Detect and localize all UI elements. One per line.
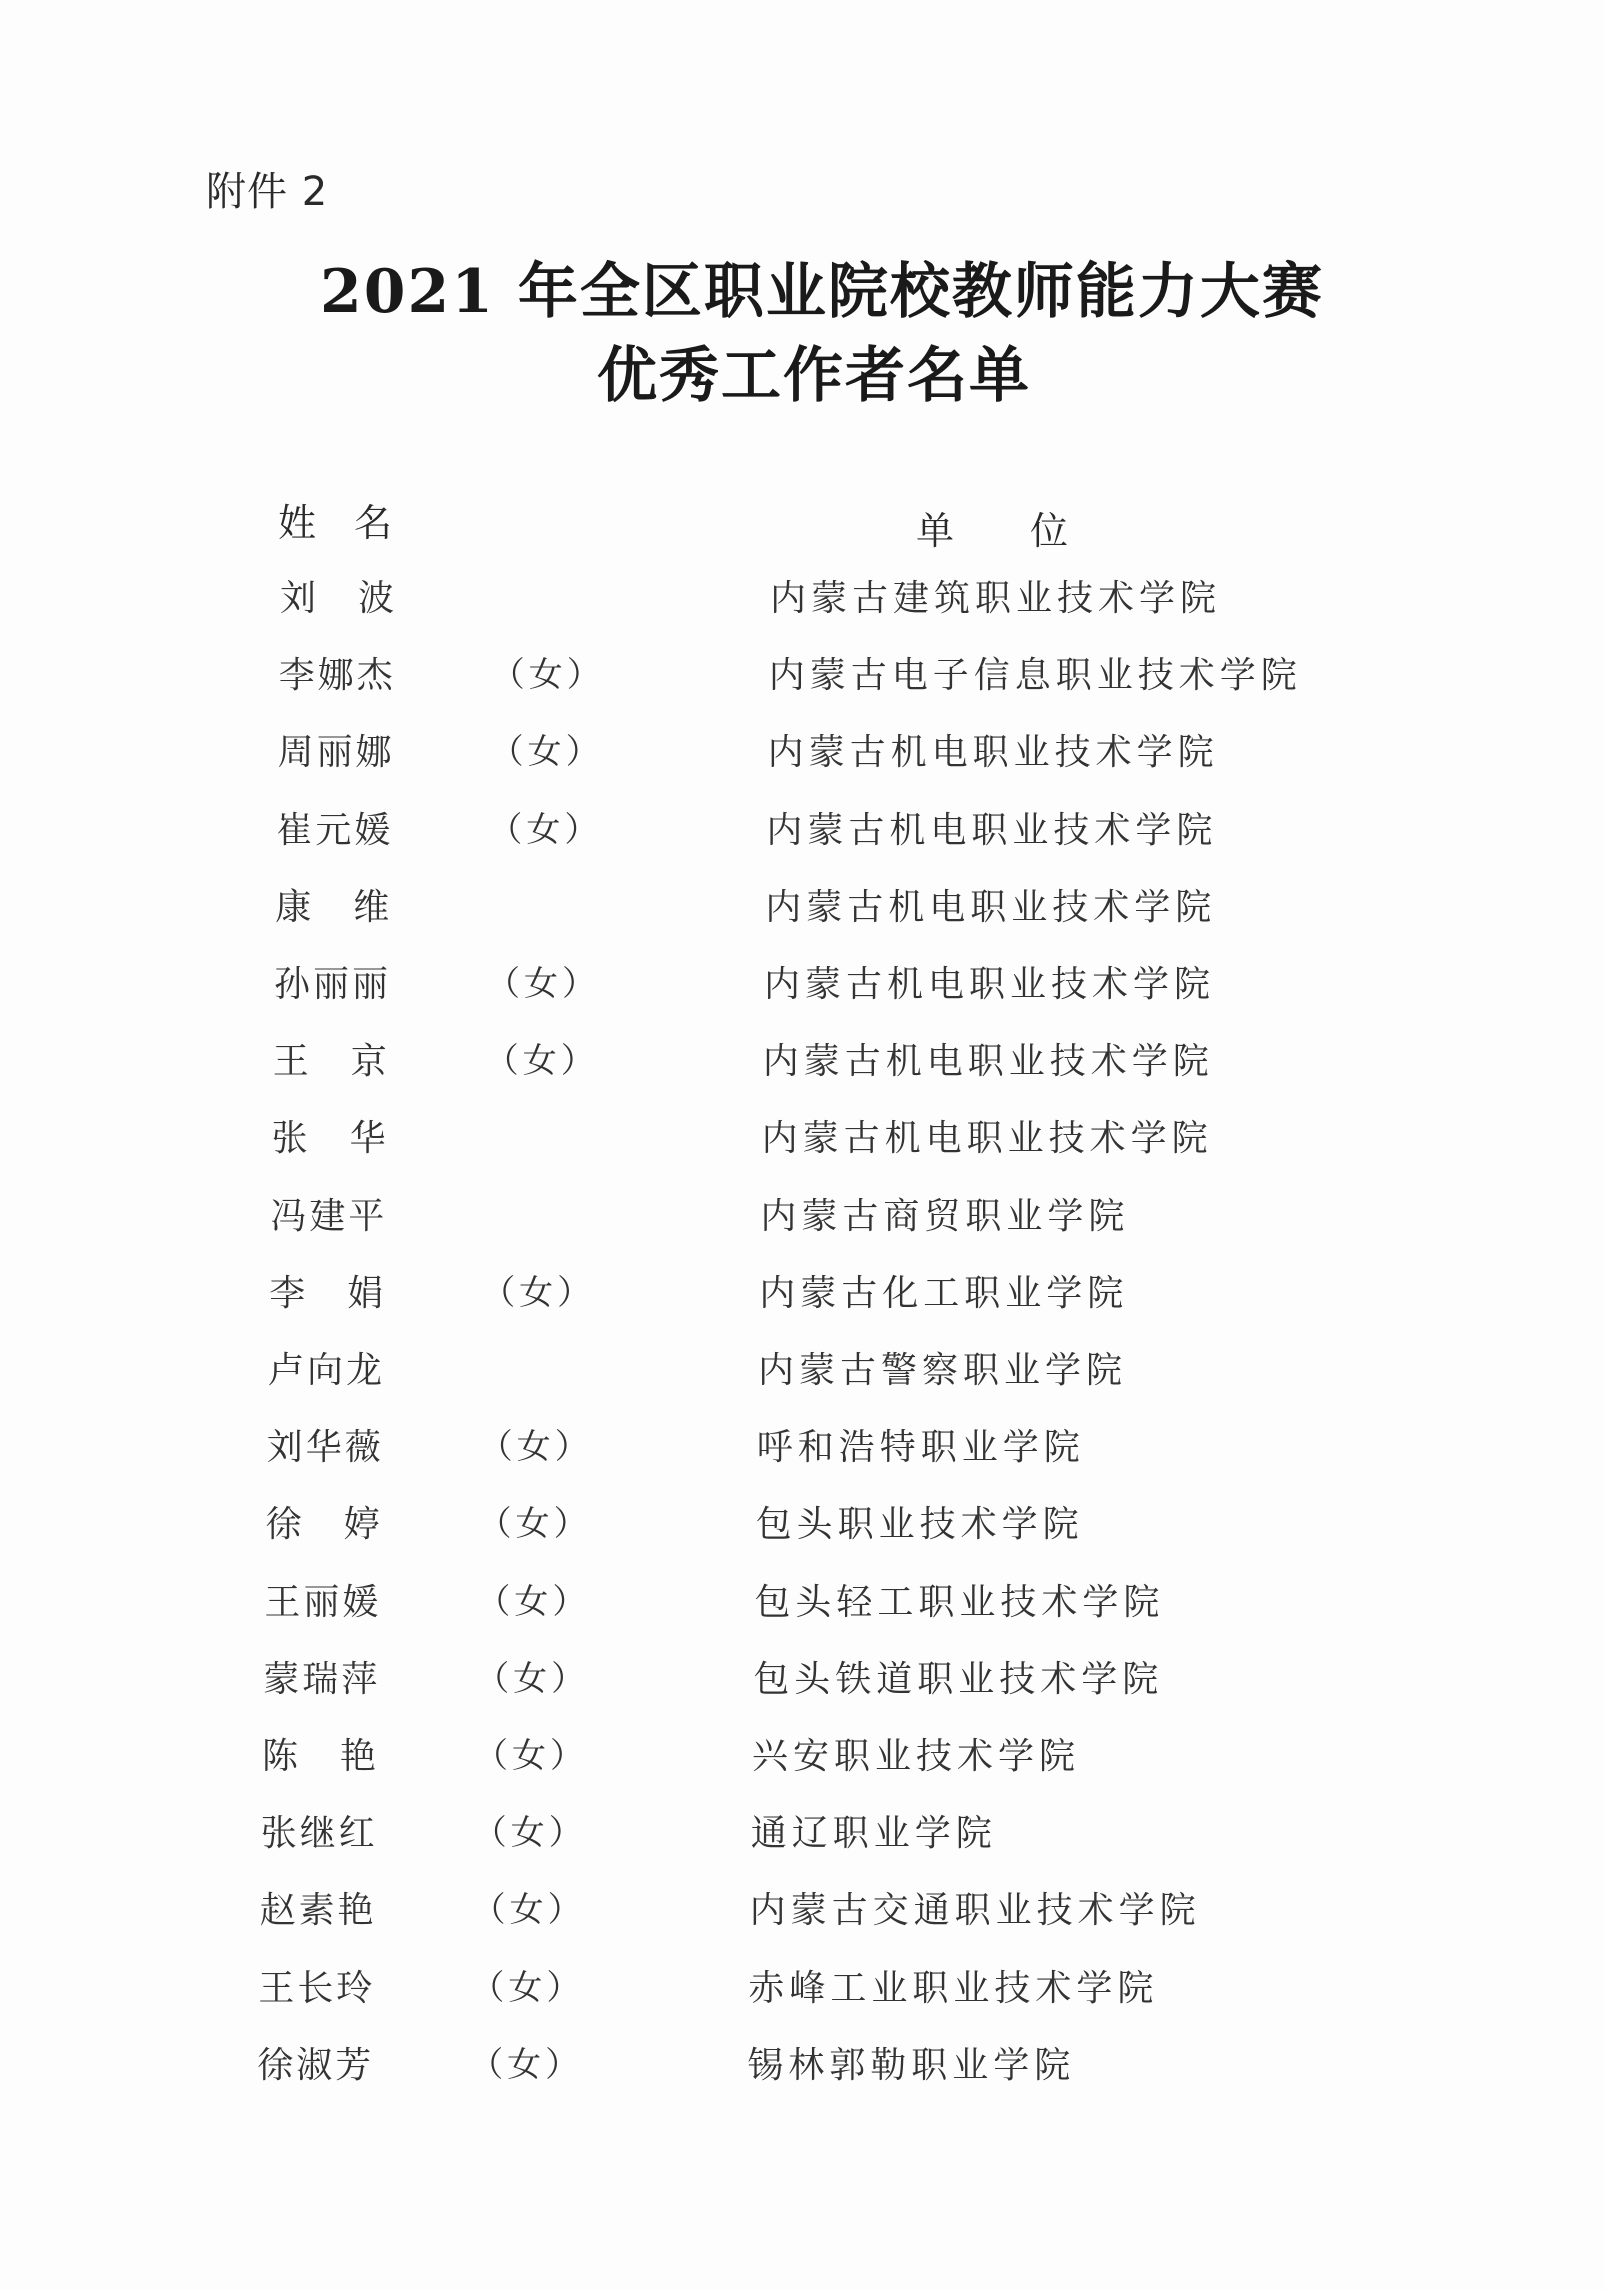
person-name: 赵素艳 (259, 1890, 377, 1932)
list-row (0, 2037, 1604, 2087)
person-name: 王长玲 (258, 1967, 376, 2009)
gender-note: （女） (472, 1813, 587, 1854)
gender-note: （女） (474, 1736, 588, 1776)
column-header-name: 姓 名 (278, 501, 393, 545)
organization-unit: 兴安职业技术学院 (752, 1736, 1081, 1777)
organization-unit: 内蒙古警察职业学院 (758, 1350, 1128, 1391)
person-name: 崔元媛 (276, 809, 394, 851)
person-name: 张 华 (271, 1118, 389, 1160)
organization-unit: 内蒙古机电职业技术学院 (767, 732, 1219, 774)
person-name: 李娜杰 (278, 655, 396, 697)
gender-note: （女） (489, 732, 604, 773)
person-name: 徐 婷 (265, 1504, 383, 1546)
person-name: 康 维 (275, 886, 393, 928)
organization-unit: 内蒙古机电职业技术学院 (766, 809, 1218, 851)
list-row (0, 1805, 1604, 1855)
person-name: 张继红 (260, 1813, 378, 1855)
person-name: 徐淑芳 (257, 2044, 375, 2086)
gender-note: （女） (475, 1658, 590, 1699)
attachment-label: 附件 2 (206, 169, 329, 215)
gender-note: （女） (481, 1272, 596, 1313)
list-row (0, 879, 1604, 929)
list-row (0, 647, 1604, 697)
list-row (0, 1574, 1604, 1624)
organization-unit: 包头铁道职业技术学院 (753, 1658, 1164, 1700)
gender-note: （女） (484, 1041, 599, 1082)
list-row (0, 956, 1604, 1006)
list-row (0, 1882, 1604, 1932)
organization-unit: 内蒙古机电职业技术学院 (765, 886, 1217, 928)
list-row (0, 1960, 1604, 2010)
gender-note: （女） (490, 655, 605, 696)
list-row (0, 1419, 1604, 1469)
organization-unit: 内蒙古建筑职业技术学院 (770, 578, 1222, 619)
organization-unit: 包头职业技术学院 (755, 1504, 1084, 1546)
gender-note: （女） (477, 1504, 592, 1545)
person-name: 王丽媛 (264, 1581, 382, 1623)
organization-unit: 通辽职业学院 (750, 1813, 997, 1855)
person-name: 卢向龙 (268, 1350, 386, 1391)
list-row (0, 1651, 1604, 1701)
person-name: 刘华薇 (266, 1427, 384, 1469)
gender-note: （女） (476, 1581, 591, 1622)
column-header-unit: 单 位 (916, 509, 1069, 553)
organization-unit: 内蒙古化工职业学院 (759, 1272, 1129, 1314)
organization-unit: 内蒙古机电职业技术学院 (762, 1041, 1214, 1083)
document-title-line-1: 2021 年全区职业院校教师能力大赛 (320, 257, 1324, 327)
gender-note: （女） (488, 809, 603, 850)
list-row (0, 724, 1604, 774)
person-name: 陈 艳 (262, 1736, 380, 1777)
organization-unit: 包头轻工职业技术学院 (754, 1581, 1165, 1623)
gender-note: （女） (470, 1967, 585, 2008)
list-row (0, 1496, 1604, 1546)
document-title-line-2: 优秀工作者名单 (597, 341, 1031, 411)
organization-unit: 内蒙古机电职业技术学院 (761, 1118, 1213, 1160)
person-name: 刘 波 (280, 578, 398, 619)
person-name: 王 京 (272, 1041, 390, 1083)
list-row (0, 1110, 1604, 1160)
gender-note: （女） (486, 964, 600, 1004)
list-row (0, 1265, 1604, 1315)
organization-unit: 内蒙古电子信息职业技术学院 (768, 655, 1302, 697)
list-row (0, 1728, 1604, 1778)
person-name: 冯建平 (270, 1195, 388, 1237)
list-row (0, 570, 1604, 620)
organization-unit: 内蒙古交通职业技术学院 (749, 1890, 1201, 1932)
gender-note: （女） (471, 1890, 586, 1931)
person-name: 李 娟 (269, 1272, 387, 1314)
organization-unit: 内蒙古机电职业技术学院 (764, 964, 1216, 1005)
list-row (0, 802, 1604, 852)
gender-note: （女） (478, 1427, 593, 1468)
organization-unit: 呼和浩特职业学院 (756, 1427, 1085, 1469)
list-row (0, 1342, 1604, 1392)
person-name: 周丽娜 (277, 732, 395, 774)
organization-unit: 锡林郭勒职业学院 (747, 2044, 1076, 2086)
person-name: 蒙瑞萍 (263, 1658, 381, 1700)
organization-unit: 赤峰工业职业技术学院 (748, 1967, 1159, 2009)
list-row (0, 1188, 1604, 1238)
person-name: 孙丽丽 (274, 964, 392, 1005)
list-row (0, 1033, 1604, 1083)
organization-unit: 内蒙古商贸职业学院 (760, 1195, 1130, 1237)
gender-note: （女） (469, 2044, 584, 2085)
